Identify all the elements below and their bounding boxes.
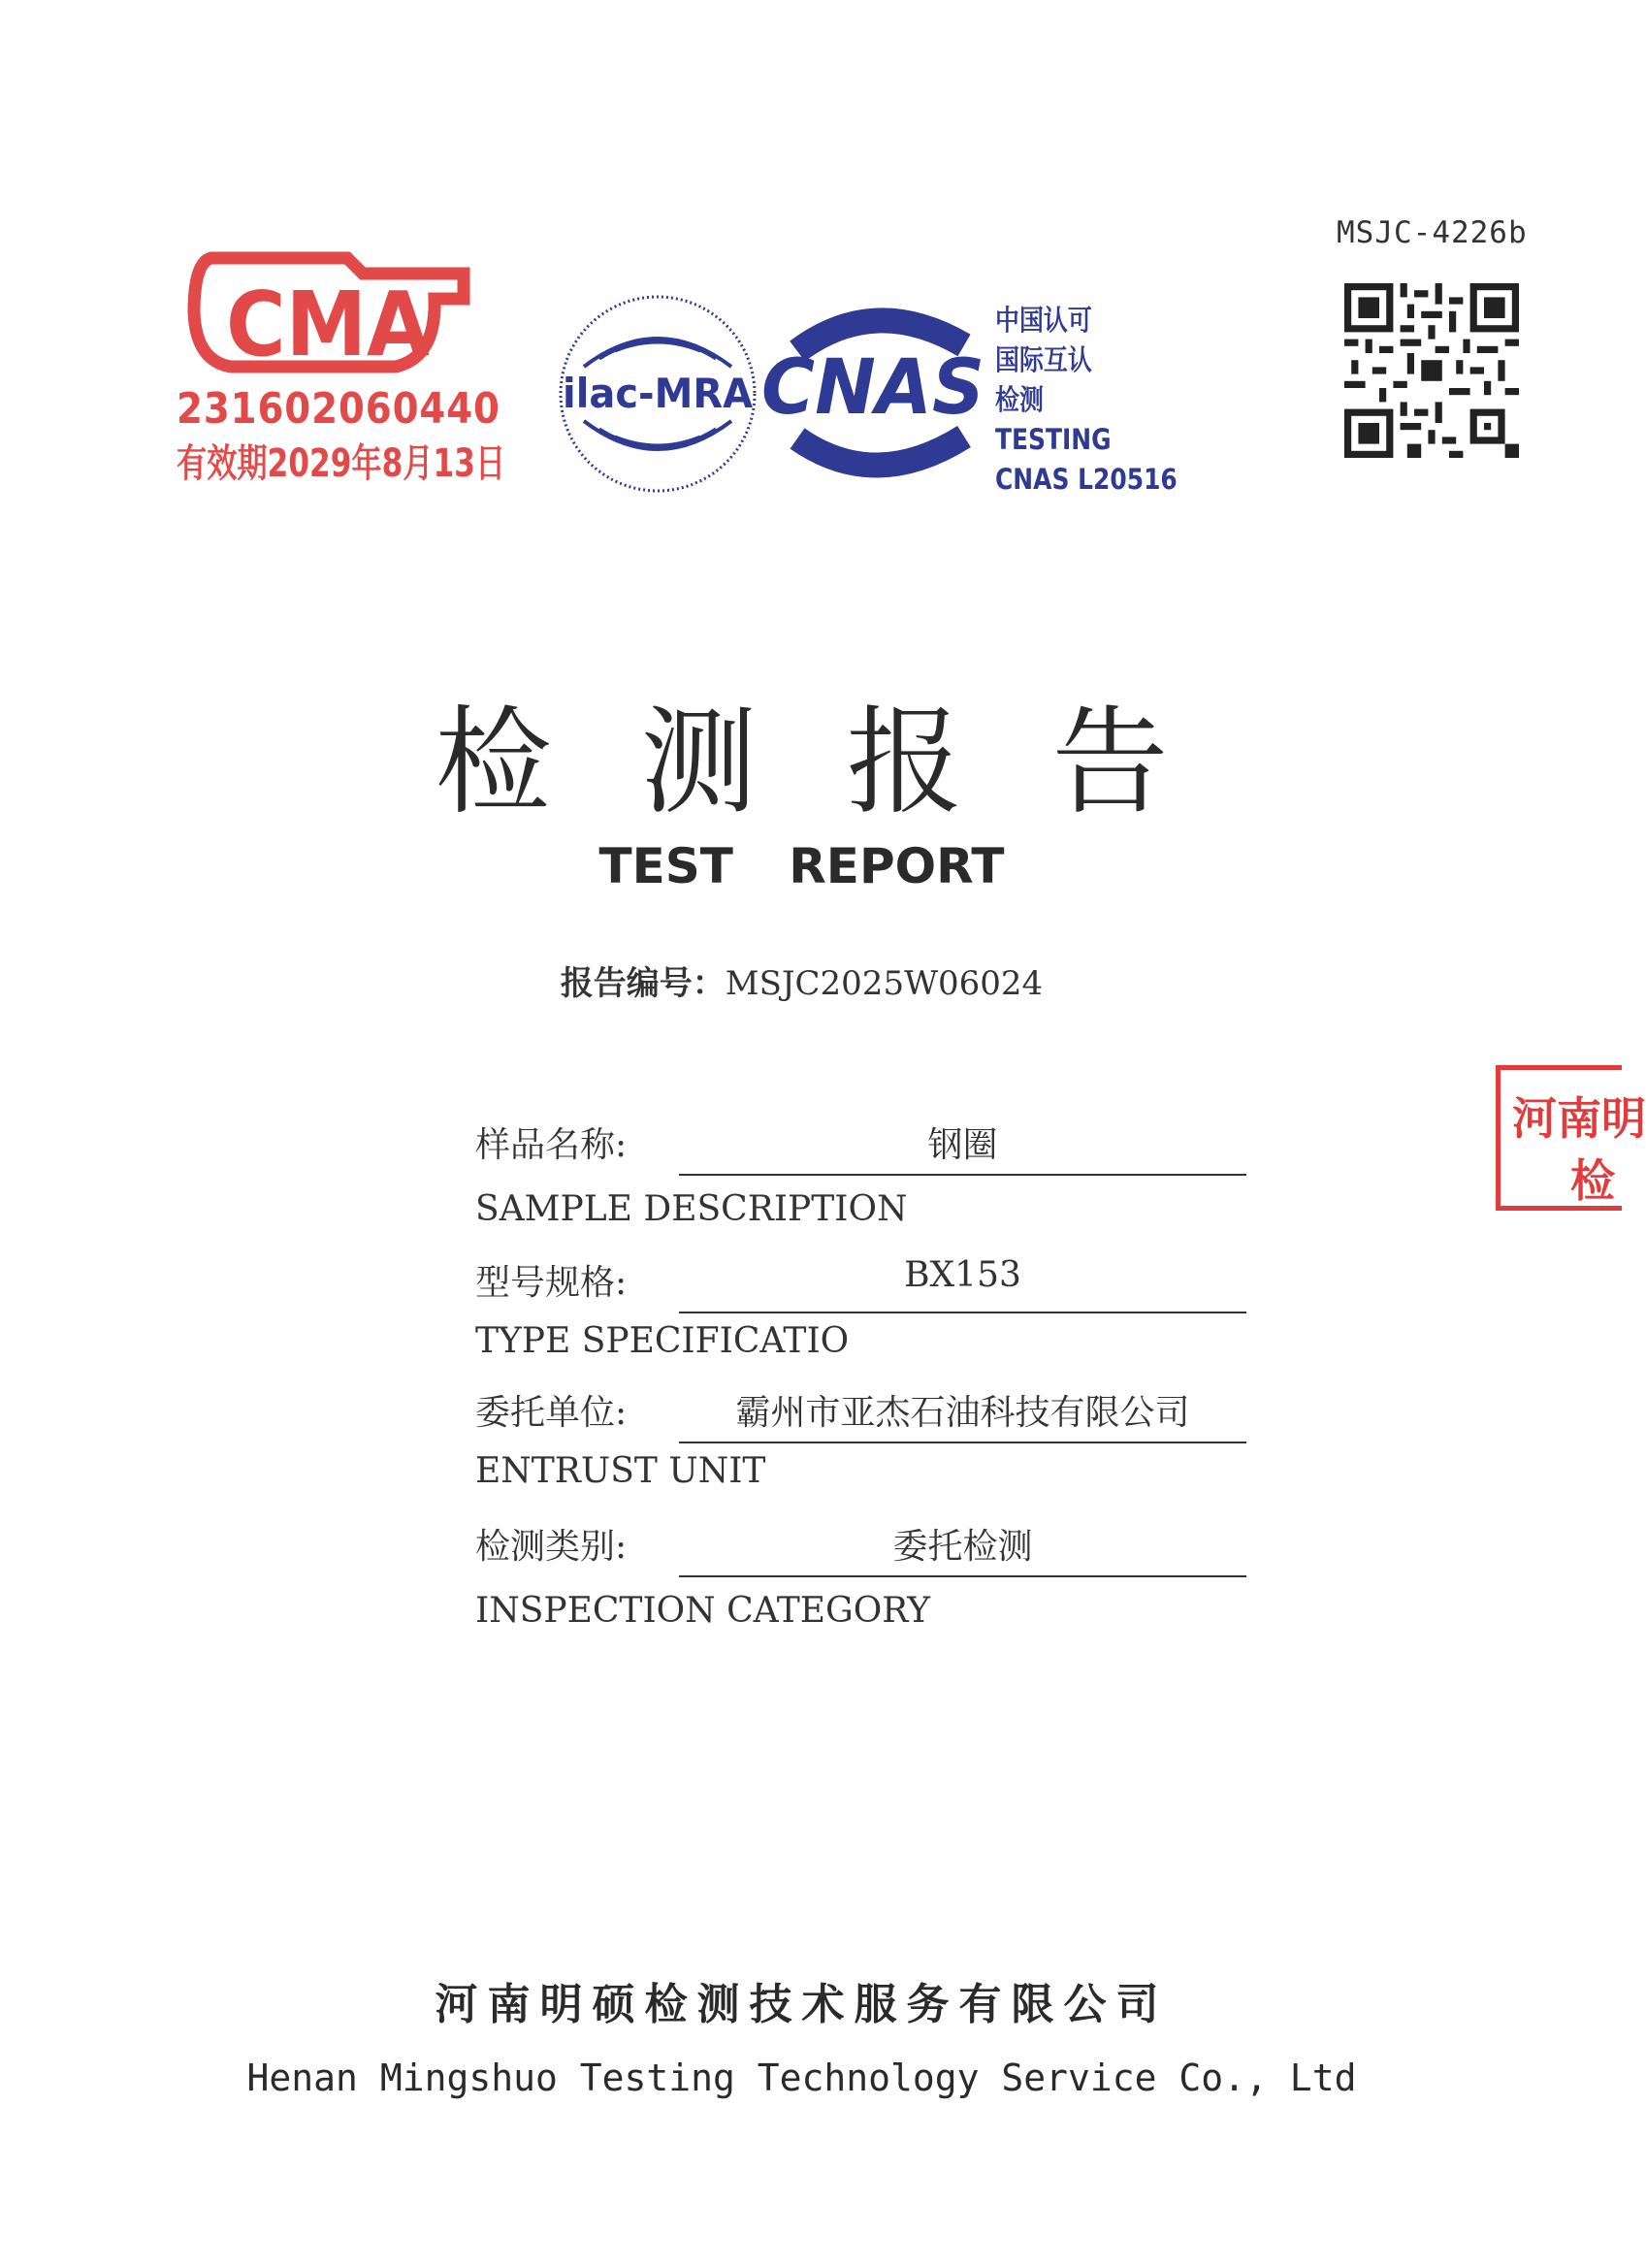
cnas-logo	[758, 303, 991, 481]
stamp-line-1: 河南明	[1512, 1092, 1646, 1145]
ilac-mra-label: ilac-MRA	[563, 370, 754, 417]
entrust-unit-label: 委托单位:	[475, 1393, 628, 1433]
type-spec-value: BX153	[904, 1255, 1021, 1295]
sample-name-underline	[679, 1174, 1246, 1176]
sample-name-label: 样品名称:	[475, 1125, 628, 1165]
report-number	[0, 956, 1603, 1004]
cnas-label: CNAS	[761, 344, 984, 432]
cnas-line: CNAS L20516	[995, 463, 1178, 496]
type-spec-underline	[679, 1312, 1246, 1313]
report-number-label: 报告编号：	[560, 964, 726, 1003]
cnas-line: 中国认可	[995, 304, 1092, 337]
type-specification-label: TYPE SPECIFICATIO	[475, 1321, 850, 1361]
entrust-unit-underline	[679, 1442, 1246, 1443]
cnas-accreditation-text	[995, 301, 1207, 500]
cma-number: 231602060440	[177, 384, 500, 434]
inspection-category-en-label: INSPECTION CATEGORY	[475, 1591, 931, 1631]
sample-name-value: 钢圈	[927, 1125, 998, 1165]
cnas-line: 国际互认	[995, 343, 1092, 376]
cnas-line: 检测	[995, 383, 1044, 416]
sample-description-label: SAMPLE DESCRIPTION	[475, 1189, 908, 1229]
cma-validity: 有效期2029年8月13日	[177, 441, 506, 486]
inspection-category-underline	[679, 1575, 1246, 1577]
entrust-unit-value: 霸州市亚杰石油科技有限公司	[735, 1393, 1190, 1433]
entrust-unit-en-label: ENTRUST UNIT	[475, 1451, 766, 1491]
report-title-en: TEST REPORT	[598, 838, 1005, 894]
company-name-en: Henan Mingshuo Testing Technology Service Co., Ltd	[246, 2057, 1357, 2099]
cnas-line: TESTING	[995, 423, 1112, 456]
qr-code-icon	[1344, 283, 1519, 458]
stamp-line-2: 检	[1570, 1154, 1615, 1207]
inspection-category-value: 委托检测	[892, 1527, 1033, 1567]
report-number-value: MSJC2025W06024	[725, 964, 1044, 1003]
inspection-category-label: 检测类别:	[475, 1527, 628, 1567]
cma-logo-text: CMA	[226, 273, 430, 376]
type-spec-label: 型号规格:	[475, 1263, 628, 1303]
ilac-mra-logo	[555, 291, 760, 497]
report-title-cn: 检测报告	[435, 696, 1258, 830]
document-code: MSJC-4226b	[1337, 215, 1528, 250]
company-name-cn: 河南明硕检测技术服务有限公司	[435, 1980, 1169, 2029]
company-seal-stamp	[1496, 1065, 1646, 1211]
